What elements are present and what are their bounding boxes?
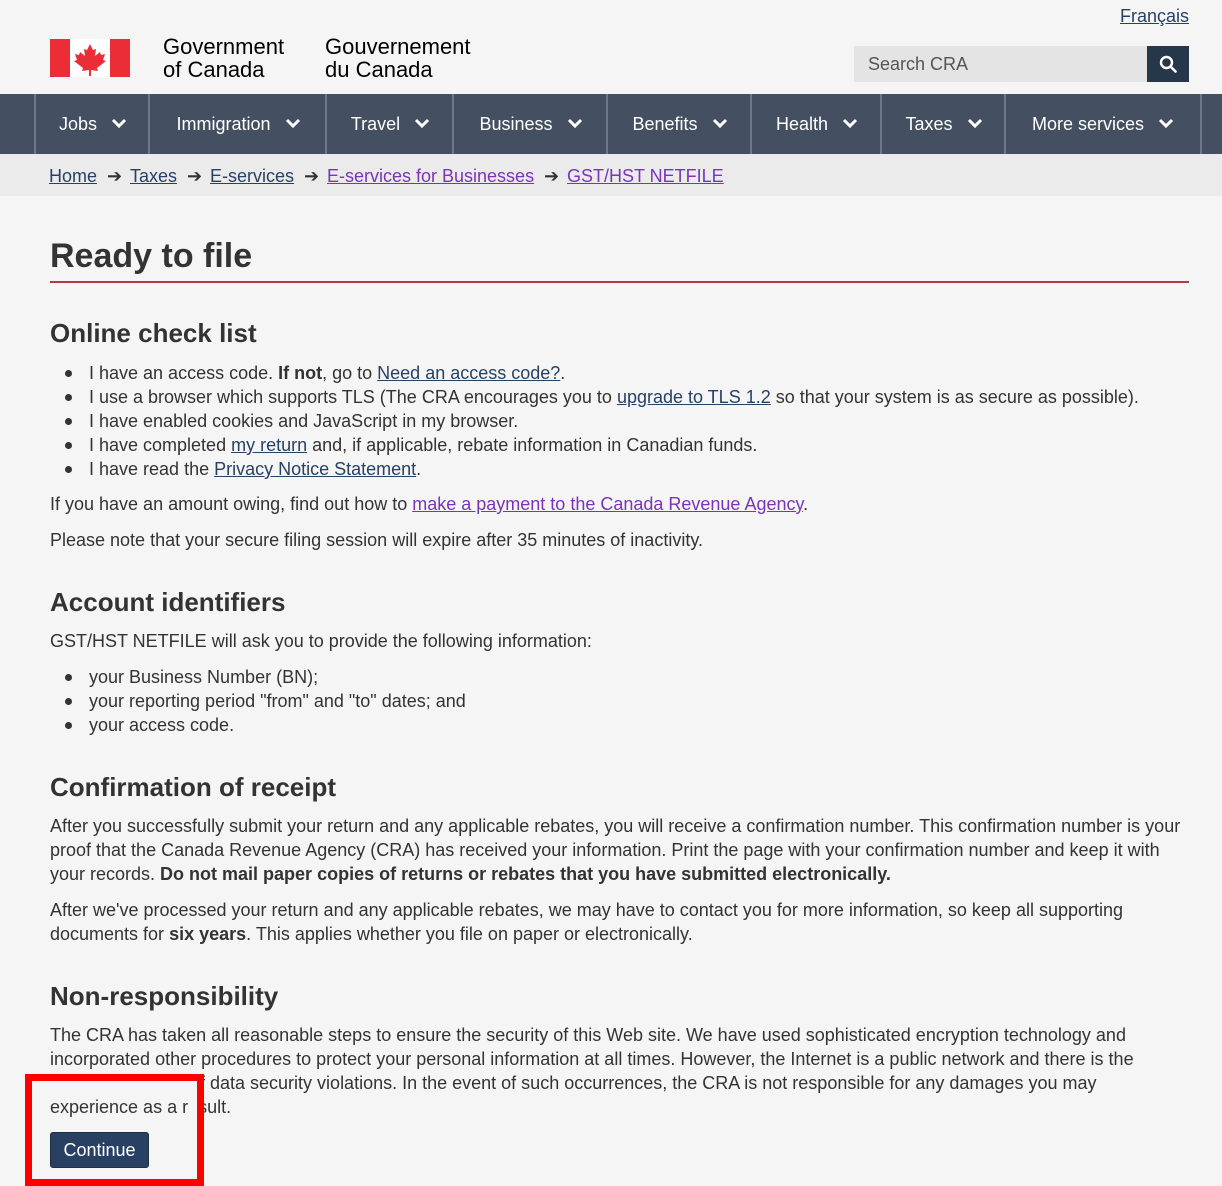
my-return-link[interactable]: my return (231, 435, 308, 455)
online-check-list-heading: Online check list (50, 318, 257, 348)
list-item: I use a browser which supports TLS (The CRA encourages you to upgrade to TLS 1.2 so that your system is as secure as possible). (50, 385, 1139, 409)
page-title: Ready to file (50, 237, 253, 275)
non-responsibility-line-1: The CRA has taken all reasonable steps to ensure the security of this Web site. We have used sophisticated encryption technology and (50, 1025, 1126, 1045)
chevron-down-icon (712, 118, 728, 130)
breadcrumb-taxes[interactable]: Taxes (130, 166, 178, 186)
confirmation-heading: Confirmation of receipt (50, 772, 337, 802)
list-item: your Business Number (BN); (50, 665, 466, 689)
search-button[interactable] (1147, 46, 1189, 82)
check-list (50, 361, 1139, 481)
records-paragraph: After we've processed your return and any applicable rebates, we may have to contact you for more information, so keep all supporting documents for six years. This applies whether you file on paper or electronically. (50, 900, 1124, 944)
search-icon (1159, 55, 1177, 73)
arrow-right-icon: ➔ (187, 166, 203, 186)
need-access-code-link[interactable]: Need an access code? (377, 363, 561, 383)
search-input[interactable] (854, 46, 1147, 82)
account-identifiers-heading: Account identifiers (50, 587, 286, 617)
list-item: your reporting period "from" and "to" dates; and (50, 689, 466, 713)
privacy-notice-link[interactable]: Privacy Notice Statement (214, 459, 417, 479)
arrow-right-icon: ➔ (107, 166, 123, 186)
non-responsibility-line-2: incorporated other procedures to protect your personal information at all times. However, the Internet is a public network and there is the (50, 1049, 1134, 1069)
menu-item-benefits[interactable]: Benefits (606, 94, 752, 154)
list-item: your access code. (50, 713, 466, 737)
non-responsibility-heading: Non-responsibility (50, 981, 279, 1011)
payment-paragraph: If you have an amount owing, find out how to make a payment to the Canada Revenue Agency. (50, 494, 809, 514)
government-signature-en: Government of Canada (163, 34, 285, 82)
menu-item-immigration[interactable]: Immigration (148, 94, 327, 154)
non-responsibility-line-4: experience as a r sult. (50, 1097, 232, 1117)
chevron-down-icon (567, 118, 583, 130)
confirmation-paragraph: After you successfully submit your return and any applicable rebates, you will receive a confirmation number. This confirmation number is your proof that the Canada Revenue Agency (CRA) has received your information. Print the page with your confirmation number and keep it with your records. Do not mail paper copies of returns or rebates that you have submitted electronically. (50, 816, 1181, 884)
menu-item-more-services[interactable]: More services (1004, 94, 1202, 154)
make-payment-link[interactable]: make a payment to the Canada Revenue Agency (412, 494, 804, 514)
account-identifiers-intro: GST/HST NETFILE will ask you to provide the following information: (50, 631, 592, 651)
non-responsibility-line-3: f data security violations. In the event of such occurrences, the CRA is not responsible for any damages you may (200, 1073, 1097, 1093)
chevron-down-icon (967, 118, 983, 130)
list-item: I have an access code. If not, go to Need an access code?. (50, 361, 1139, 385)
government-signature-fr: Gouvernement du Canada (325, 34, 471, 82)
arrow-right-icon: ➔ (544, 166, 560, 186)
breadcrumb-gst-hst-netfile[interactable]: GST/HST NETFILE (567, 166, 724, 186)
session-expiry-paragraph: Please note that your secure filing session will expire after 35 minutes of inactivity. (50, 530, 703, 550)
list-item: I have enabled cookies and JavaScript in my browser. (50, 409, 1139, 433)
chevron-down-icon (414, 118, 430, 130)
menu-item-travel[interactable]: Travel (325, 94, 454, 154)
menu-item-business[interactable]: Business (452, 94, 608, 154)
upgrade-tls-link[interactable]: upgrade to TLS 1.2 (616, 387, 771, 407)
menu-item-health[interactable]: Health (750, 94, 882, 154)
arrow-right-icon: ➔ (304, 166, 320, 186)
chevron-down-icon (1158, 118, 1174, 130)
menu-item-taxes[interactable]: Taxes (880, 94, 1006, 154)
main-menu (0, 94, 1222, 154)
breadcrumb-e-services[interactable]: E-services (210, 166, 295, 186)
list-item: I have read the Privacy Notice Statement. (50, 457, 1139, 481)
title-underline (50, 281, 1189, 283)
identifiers-list (50, 665, 466, 737)
breadcrumb-e-services-businesses[interactable]: E-services for Businesses (327, 166, 535, 186)
chevron-down-icon (111, 118, 127, 130)
continue-button[interactable]: Continue (50, 1132, 149, 1168)
language-toggle-link[interactable]: Français (1119, 6, 1189, 26)
list-item: I have completed my return and, if applicable, rebate information in Canadian funds. (50, 433, 1139, 457)
chevron-down-icon (842, 118, 858, 130)
highlight-box (25, 1074, 204, 1186)
menu-item-jobs[interactable]: Jobs (34, 94, 150, 154)
breadcrumb-home[interactable]: Home (49, 166, 98, 186)
canada-flag-icon (50, 39, 130, 77)
chevron-down-icon (285, 118, 301, 130)
